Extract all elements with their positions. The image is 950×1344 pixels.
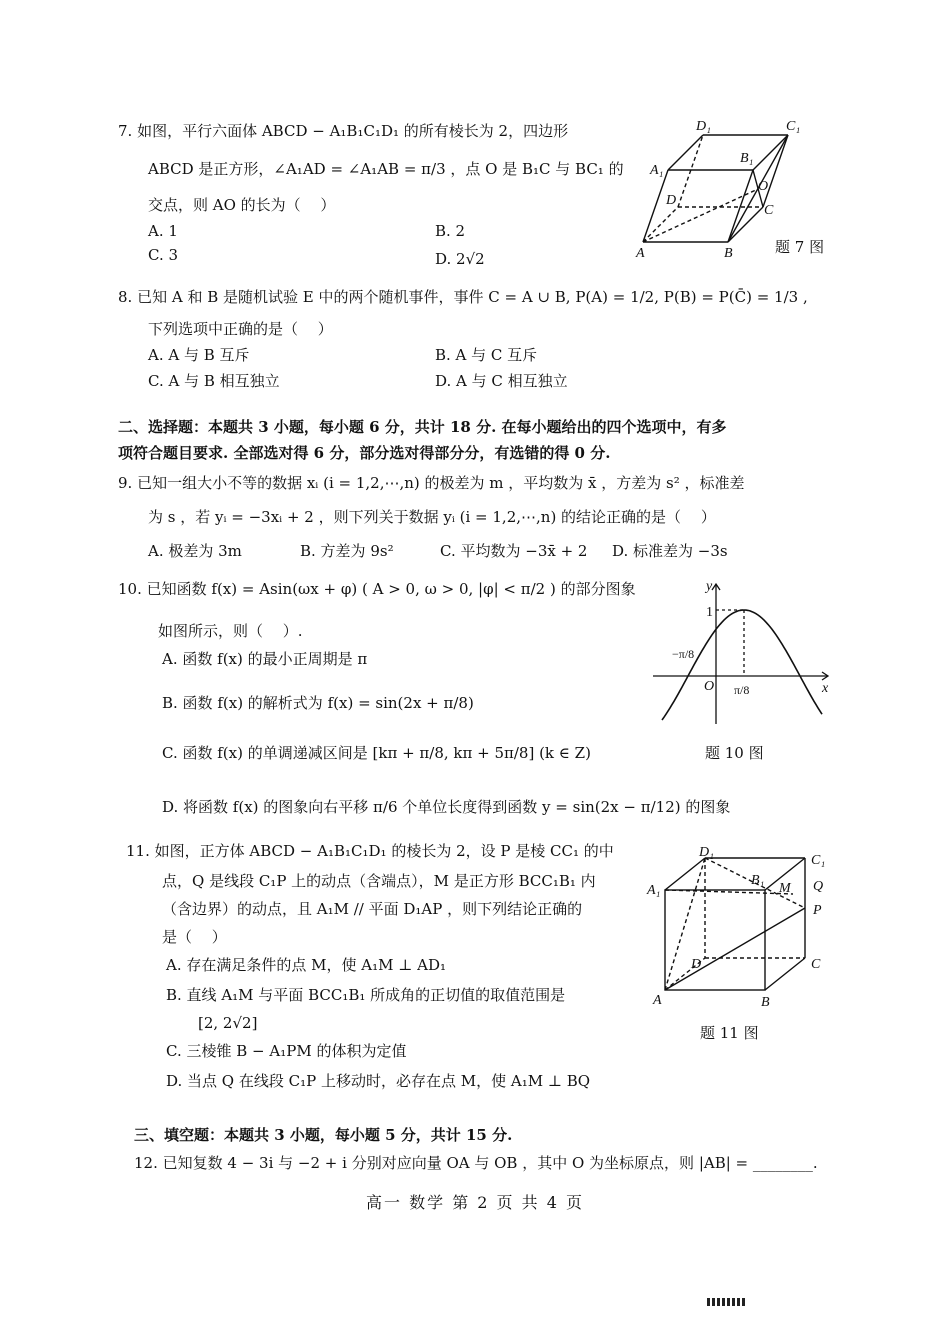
q7-label-d1: D₁ [696, 119, 711, 134]
q7-label-c1: C₁ [786, 119, 801, 134]
q7-label-o: O [758, 179, 769, 194]
q11-label-a: A [653, 993, 662, 1008]
q8-line-1: 8. 已知 A 和 B 是随机试验 E 中的两个随机事件，事件 C = A ∪ B, P(A) = 1/2, P(B) = P(C̄) = 1/3 , [118, 288, 808, 306]
q10-label-neg-pi-8: −π/8 [672, 647, 695, 661]
q11-line-3: （含边界）的动点，且 A₁M // 平面 D₁AP ，则下列结论正确的 [162, 900, 583, 918]
q11-caption: 题 11 图 [700, 1024, 759, 1042]
q10-label-pi-8: π/8 [734, 683, 750, 697]
q11-option-d: D. 当点 Q 在线段 C₁P 上移动时，必存在点 M，使 A₁M ⊥ BQ [166, 1072, 591, 1090]
q9-option-a: A. 极差为 3m [148, 542, 242, 560]
q8-line-2: 下列选项中正确的是（ ） [148, 320, 333, 338]
q10-caption: 题 10 图 [705, 744, 764, 762]
section-2-heading-line-2: 项符合题目要求. 全部选对得 6 分，部分选对得部分分，有选错的得 0 分. [118, 444, 611, 462]
q9-option-c: C. 平均数为 −3x̄ + 2 [440, 542, 588, 560]
q9-option-b: B. 方差为 9s² [300, 542, 394, 560]
q10-line-2: 如图所示，则（ ）. [158, 622, 303, 640]
q7-label-b1: B₁ [740, 151, 754, 166]
q7-caption: 题 7 图 [775, 238, 825, 256]
q7-label-b: B [724, 246, 733, 261]
q7-option-b: B. 2 [435, 222, 466, 240]
q11-label-m: M [779, 881, 791, 896]
q10-label-x: x [822, 681, 829, 696]
q11-line-4: 是（ ） [162, 928, 227, 946]
q10-option-a: A. 函数 f(x) 的最小正周期是 π [162, 650, 368, 668]
q7-option-c: C. 3 [148, 246, 179, 264]
q10-line-1: 10. 已知函数 f(x) = Asin(ωx + φ) ( A > 0, ω > 0, |φ| < π/2 ) 的部分图象 [118, 580, 636, 598]
q11-label-p: P [813, 903, 822, 918]
q7-label-a: A [636, 246, 645, 261]
q8-option-c: C. A 与 B 相互独立 [148, 372, 280, 390]
q11-line-1: 11. 如图，正方体 ABCD − A₁B₁C₁D₁ 的棱长为 2，设 P 是棱 CC₁ 的中 [126, 842, 614, 860]
q7-line-1: 7. 如图，平行六面体 ABCD − A₁B₁C₁D₁ 的所有棱长为 2，四边形 [118, 122, 569, 140]
q11-option-b-line-1: B. 直线 A₁M 与平面 BCC₁B₁ 所成角的正切值的取值范围是 [166, 986, 566, 1004]
q7-line-2: ABCD 是正方形，∠A₁AD = ∠A₁AB = π/3 ，点 O 是 B₁C 与 BC₁ 的 [148, 160, 624, 178]
section-2-heading-line-1: 二、选择题：本题共 3 小题，每小题 6 分，共计 18 分. 在每小题给出的四个选项中，有多 [118, 418, 727, 436]
q8-option-d: D. A 与 C 相互独立 [435, 372, 568, 390]
q11-cube-figure [645, 842, 840, 1012]
qr-code-strip [707, 1298, 747, 1306]
q12-line: 12. 已知复数 4 − 3i 与 −2 + i 分别对应向量 OA 与 OB ，其中 O 为坐标原点，则 |AB| = ________. [134, 1154, 818, 1172]
q7-line-3: 交点，则 AO 的长为（ ） [148, 196, 336, 214]
q11-label-d: D [691, 957, 702, 972]
q8-option-b: B. A 与 C 互斥 [435, 346, 538, 364]
q10-label-one: 1 [706, 605, 713, 620]
q11-option-b-line-2: [2, 2√2] [198, 1014, 258, 1032]
section-3-heading: 三、填空题：本题共 3 小题，每小题 5 分，共计 15 分. [134, 1126, 513, 1144]
q9-line-1: 9. 已知一组大小不等的数据 xᵢ (i = 1,2,⋯,n) 的极差为 m ，平均数为 x̄ ，方差为 s² ，标准差 [118, 474, 745, 492]
q7-option-a: A. 1 [148, 222, 178, 240]
q10-sine-graph [648, 576, 838, 726]
q11-label-c: C [811, 957, 821, 972]
q10-option-c: C. 函数 f(x) 的单调递减区间是 [kπ + π/8, kπ + 5π/8] (k ∈ Z) [162, 744, 591, 762]
q11-option-c: C. 三棱锥 B − A₁PM 的体积为定值 [166, 1042, 407, 1060]
q10-label-origin: O [704, 679, 715, 694]
q7-option-d: D. 2√2 [435, 250, 485, 268]
q9-line-2: 为 s ，若 yᵢ = −3xᵢ + 2 ，则下列关于数据 yᵢ (i = 1,2,⋯,n) 的结论正确的是（ ） [148, 508, 716, 526]
q11-label-a1: A₁ [647, 883, 661, 898]
q10-label-y: y [706, 579, 713, 594]
q7-label-a1: A₁ [650, 163, 664, 178]
q7-label-d: D [666, 193, 677, 208]
q10-option-b: B. 函数 f(x) 的解析式为 f(x) = sin(2x + π/8) [162, 694, 474, 712]
q11-label-b: B [761, 995, 770, 1010]
q7-label-c: C [764, 203, 774, 218]
q11-label-c1: C₁ [811, 853, 826, 868]
q11-label-d1: D₁ [699, 845, 714, 860]
q9-option-d: D. 标准差为 −3s [612, 542, 728, 560]
q11-line-2: 点，Q 是线段 C₁P 上的动点（含端点），M 是正方形 BCC₁B₁ 内 [162, 872, 596, 890]
page-footer: 高一 数学 第 2 页 共 4 页 [366, 1193, 584, 1212]
q11-option-a: A. 存在满足条件的点 M，使 A₁M ⊥ AD₁ [166, 956, 446, 974]
q11-label-q: Q [813, 879, 824, 894]
q11-label-b1: B₁ [751, 873, 765, 888]
q10-option-d: D. 将函数 f(x) 的图象向右平移 π/6 个单位长度得到函数 y = sin(2x − π/12) 的图象 [162, 798, 731, 816]
q8-option-a: A. A 与 B 互斥 [148, 346, 250, 364]
